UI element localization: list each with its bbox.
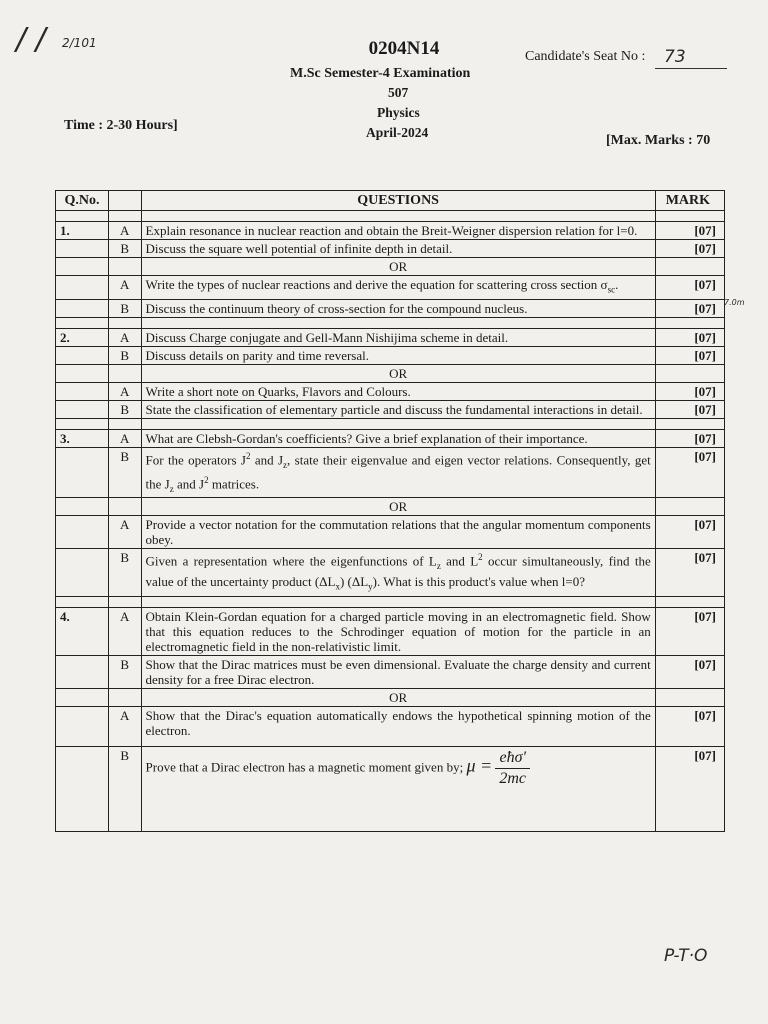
question-text: What are Clebsh-Gordan's coefficients? Give a brief explanation of their importance.	[141, 429, 655, 447]
question-text: Discuss the continuum theory of cross-section for the compound nucleus.	[141, 299, 655, 317]
part-label: B	[108, 299, 141, 317]
question-text: For the operators $J^2$ and $J_z$, state their eigenvalue and eigen vector relations. Consequently, get the $J_z$ and $J^2$ matrices.	[141, 447, 655, 498]
handwritten-pto: P-T·O	[664, 946, 708, 966]
question-mark: [07]	[655, 549, 724, 597]
paper-number: 507	[388, 85, 409, 100]
question-mark: [07]	[655, 240, 724, 258]
question-text: State the classification of elementary particle and discuss the fundamental interactions in detail.	[141, 400, 655, 418]
or-separator: OR	[141, 258, 655, 276]
spacer-row	[56, 418, 725, 429]
part-label: A	[108, 607, 141, 655]
question-text: Obtain Klein-Gordan equation for a charged particle moving in an electromagnetic field. Show that this equation reduces to the Schrodinger equation of motion for the particle in an electromagnetic field in the non-relativistic limit.	[141, 607, 655, 655]
question-number: 2.	[56, 328, 109, 346]
part-label: B	[108, 549, 141, 597]
spacer-row	[56, 596, 725, 607]
question-mark: [07]	[655, 429, 724, 447]
exam-date: April-2024	[366, 125, 429, 140]
part-label: A	[108, 328, 141, 346]
question-mark: [07]	[655, 222, 724, 240]
table-row	[56, 429, 725, 447]
question-mark: [07]	[655, 346, 724, 364]
question-text: Given a representation where the eigenfunctions of $L_z$ and $L^2$ occur simultaneously, find the value of the uncertainty product $(\Delta L_x)$ $(\Delta L_y)$. What is this product's value when l=0?	[141, 549, 655, 597]
or-separator: OR	[141, 498, 655, 516]
header-questions: QUESTIONS	[141, 191, 655, 211]
header-part	[108, 191, 141, 211]
header-mark: MARK	[655, 191, 724, 211]
table-row	[56, 382, 725, 400]
part-label: A	[108, 706, 141, 746]
part-label: A	[108, 276, 141, 300]
part-label: B	[108, 346, 141, 364]
table-row	[56, 400, 725, 418]
table-row	[56, 328, 725, 346]
question-text: Provide a vector notation for the commutation relations that the angular momentum components obey.	[141, 516, 655, 549]
table-header-row	[56, 191, 725, 211]
or-row	[56, 258, 725, 276]
question-text	[141, 746, 655, 831]
question-text: Discuss details on parity and time reversal.	[141, 346, 655, 364]
questions-table	[55, 190, 725, 832]
table-row	[56, 607, 725, 655]
table-row	[56, 746, 725, 831]
subject-name: Physics	[377, 105, 420, 120]
max-marks: [Max. Marks : 70	[606, 133, 711, 148]
handwritten-corner-number: 2/101	[62, 36, 97, 50]
question-mark: [07]	[655, 447, 724, 498]
part-label: A	[108, 222, 141, 240]
table-row	[56, 549, 725, 597]
part-label: B	[108, 447, 141, 498]
question-text: Discuss Charge conjugate and Gell-Mann Nishijima scheme in detail.	[141, 328, 655, 346]
question-mark: [07]	[655, 706, 724, 746]
part-label: B	[108, 746, 141, 831]
question-mark: [07]	[655, 382, 724, 400]
question-number: 4.	[56, 607, 109, 655]
exam-title: M.Sc Semester-4 Examination	[290, 66, 471, 81]
table-row	[56, 222, 725, 240]
part-label: B	[108, 240, 141, 258]
part-label: A	[108, 516, 141, 549]
or-separator: OR	[141, 688, 655, 706]
formula-denominator: 2mc	[499, 769, 527, 787]
table-row	[56, 516, 725, 549]
magnetic-moment-formula	[495, 748, 530, 789]
table-row	[56, 706, 725, 746]
question-text: Show that the Dirac's equation automatically endows the hypothetical spinning motion of the electron.	[141, 706, 655, 746]
paper-code: 0204N14	[368, 38, 440, 59]
or-row	[56, 364, 725, 382]
question-number: 1.	[56, 222, 109, 240]
question-text: Write the types of nuclear reactions and derive the equation for scattering cross section $\sigma_{sc}$.	[141, 276, 655, 300]
part-label: B	[108, 400, 141, 418]
question-number: 3.	[56, 429, 109, 447]
header-qno: Q.No.	[56, 191, 109, 211]
or-separator: OR	[141, 364, 655, 382]
part-label: A	[108, 382, 141, 400]
table-row	[56, 299, 725, 317]
question-mark: [07]	[655, 299, 724, 317]
question-mark: [07]	[655, 746, 724, 831]
seat-number: 73	[664, 47, 686, 67]
or-row	[56, 688, 725, 706]
question-mark: [07]	[655, 655, 724, 688]
magnetic-moment-text: Prove that a Dirac electron has a magnetic moment given by;	[145, 759, 464, 775]
question-mark: [07]	[655, 516, 724, 549]
table-row	[56, 655, 725, 688]
table-row	[56, 240, 725, 258]
table-row	[56, 447, 725, 498]
part-label: A	[108, 429, 141, 447]
handwritten-side-note: 7.0m	[724, 298, 745, 307]
question-mark: [07]	[655, 276, 724, 300]
seat-label: Candidate's Seat No :	[525, 49, 646, 64]
formula-lhs: μ =	[466, 755, 493, 776]
or-row	[56, 498, 725, 516]
spacer-row	[56, 317, 725, 328]
spacer-row	[56, 211, 725, 222]
part-label: B	[108, 655, 141, 688]
question-text: Write a short note on Quarks, Flavors and Colours.	[141, 382, 655, 400]
question-text: Explain resonance in nuclear reaction and obtain the Breit-Weigner dispersion relation for l=0.	[141, 222, 655, 240]
question-text: Show that the Dirac matrices must be even dimensional. Evaluate the charge density and current density for a free Dirac electron.	[141, 655, 655, 688]
table-row	[56, 276, 725, 300]
question-mark: [07]	[655, 607, 724, 655]
table-row	[56, 346, 725, 364]
seat-underline	[655, 68, 727, 69]
time-allowed: Time : 2-30 Hours]	[64, 118, 178, 133]
handwritten-corner-mark: / /	[16, 22, 46, 57]
question-mark: [07]	[655, 328, 724, 346]
formula-numerator: eħσ'	[495, 748, 529, 769]
question-text: Discuss the square well potential of infinite depth in detail.	[141, 240, 655, 258]
question-mark: [07]	[655, 400, 724, 418]
